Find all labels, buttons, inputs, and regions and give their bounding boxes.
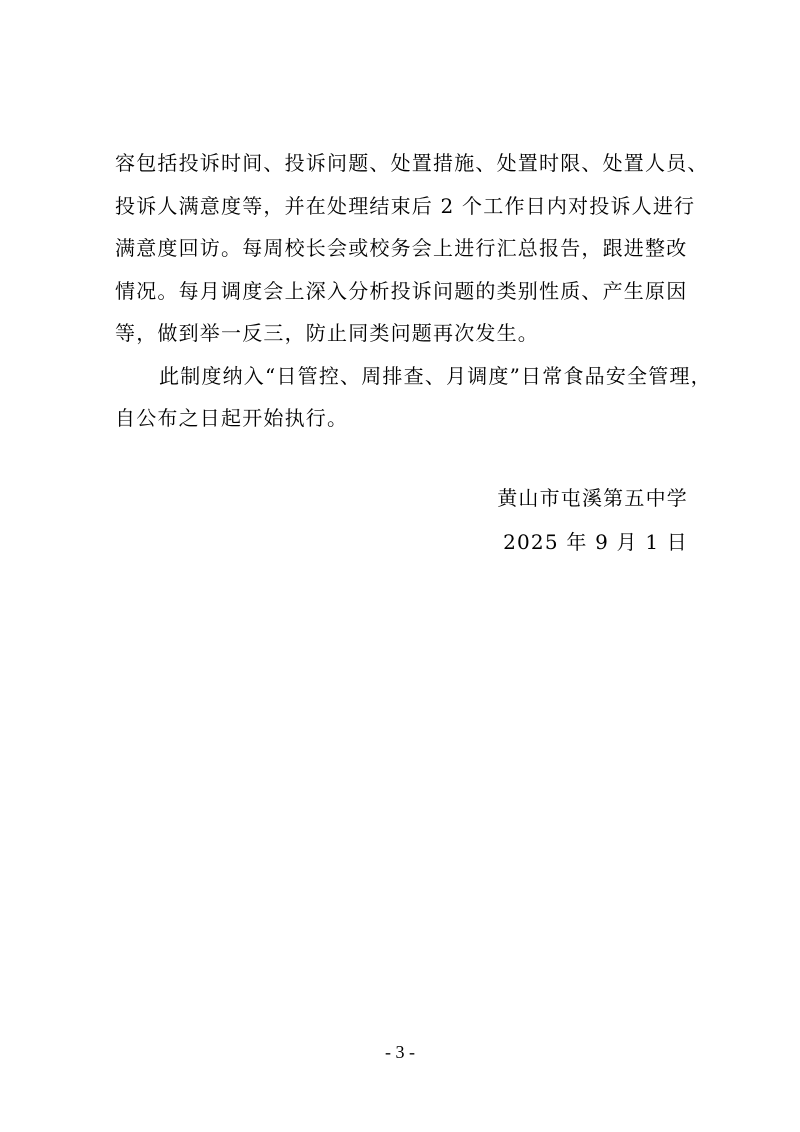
page-number: - 3 - bbox=[385, 1042, 415, 1062]
paragraph-closing bbox=[115, 355, 712, 440]
text-line: 满意度回访。每周校长会或校务会上进行汇总报告，跟进整改 bbox=[115, 236, 688, 260]
text-line: 等，做到举一反三，防止同类问题再次发生。 bbox=[115, 321, 539, 345]
signature-organization: 黄山市屯溪第五中学 bbox=[497, 486, 688, 510]
text-line: 此制度纳入“日管控、周排查、月调度”日常食品安全管理， bbox=[159, 363, 712, 388]
text-line: 情况。每月调度会上深入分析投诉问题的类别性质、产生原因 bbox=[115, 278, 688, 303]
paragraph-continued bbox=[115, 142, 709, 355]
signature-block bbox=[497, 476, 688, 564]
text-line: 投诉人满意度等，并在处理结束后 2 个工作日内对投诉人进行 bbox=[115, 193, 696, 218]
text-line: 自公布之日起开始执行。 bbox=[115, 406, 349, 430]
text-line: 容包括投诉时间、投诉问题、处置措施、处置时限、处置人员、 bbox=[115, 151, 709, 175]
signature-date: 2025 年 9 月 1 日 bbox=[503, 530, 688, 554]
document-body bbox=[115, 142, 712, 440]
